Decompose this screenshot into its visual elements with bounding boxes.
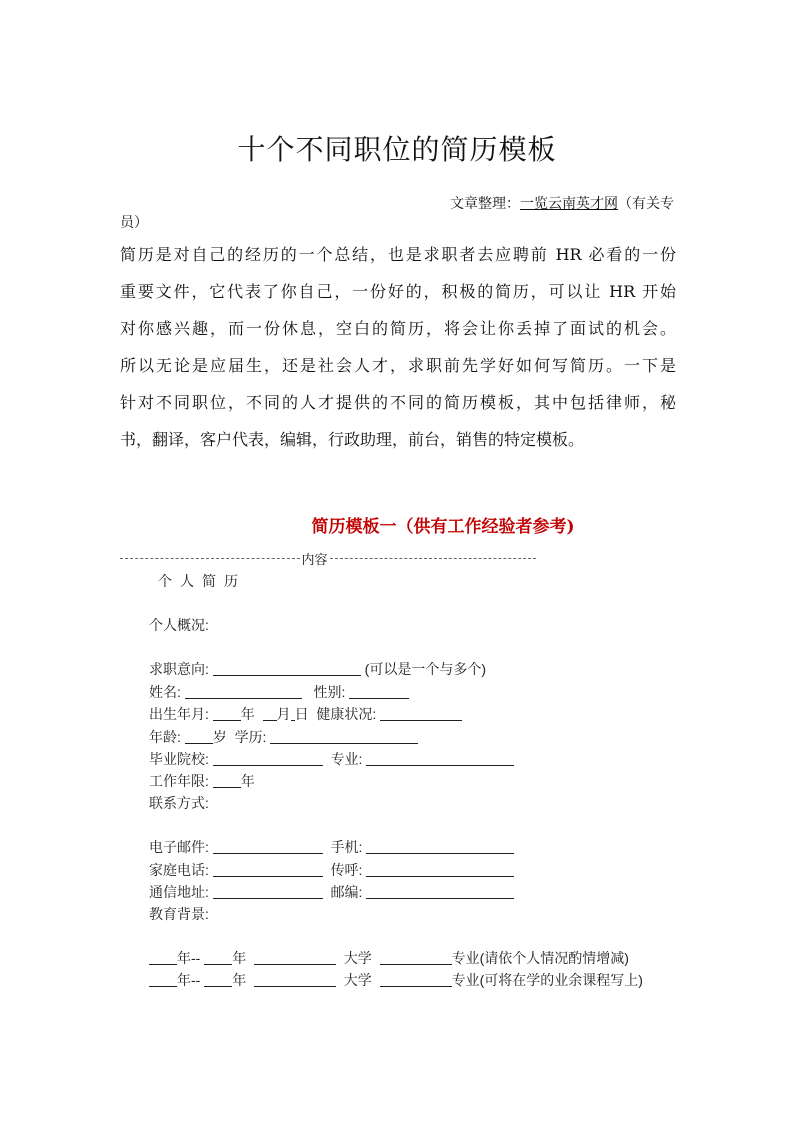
section-title: 简历模板一（供有工作经验者参考) bbox=[311, 517, 575, 537]
home-phone-blank[interactable] bbox=[213, 862, 323, 877]
mobile-label: 手机: bbox=[330, 839, 363, 855]
mobile-blank[interactable] bbox=[366, 839, 514, 854]
edu2-major-label: 专业 bbox=[451, 972, 480, 988]
divider-dash-left bbox=[120, 558, 300, 559]
edu1-major-label: 专业 bbox=[451, 950, 480, 966]
major-blank[interactable] bbox=[366, 751, 514, 766]
health-blank[interactable] bbox=[380, 706, 462, 721]
edu1-university-blank[interactable] bbox=[254, 950, 336, 965]
email-blank[interactable] bbox=[213, 839, 323, 854]
intro-line: 书，翻译，客户代表，编辑，行政助理，前台，销售的特定模板。 bbox=[120, 430, 585, 449]
gender-label: 性别: bbox=[313, 684, 346, 700]
health-label: 健康状况: bbox=[316, 706, 377, 722]
birth-label: 出生年月: bbox=[149, 706, 209, 722]
edu2-note: (可将在学的业余课程写上) bbox=[479, 972, 643, 988]
address-blank[interactable] bbox=[213, 884, 323, 899]
overview-label: 个人概况: bbox=[149, 617, 209, 633]
work-years-row bbox=[149, 771, 255, 791]
edu2-start-blank[interactable] bbox=[149, 972, 177, 987]
edu1-end-unit: 年 bbox=[232, 950, 247, 966]
credit-link[interactable]: 一览云南英才网 bbox=[520, 196, 618, 212]
home-phone-label: 家庭电话: bbox=[149, 862, 209, 878]
intro-line: 针对不同职位，不同的人才提供的不同的简历模板，其中包括律师，秘 bbox=[120, 393, 676, 412]
email-row bbox=[149, 837, 514, 857]
birth-year-blank[interactable] bbox=[213, 706, 241, 721]
form-heading: 个人简历 bbox=[158, 573, 246, 589]
postcode-blank[interactable] bbox=[366, 884, 514, 899]
intro-line: 对你感兴趣，而一份休息，空白的简历，将会让你丢掉了面试的机会。 bbox=[120, 319, 676, 338]
pager-label: 传呼: bbox=[330, 862, 363, 878]
birth-month-unit: 月 bbox=[276, 706, 291, 722]
email-label: 电子邮件: bbox=[149, 839, 209, 855]
intro-line: 重要文件，它代表了你自己，一份好的，积极的简历，可以让 HR 开始 bbox=[120, 282, 676, 301]
work-years-unit: 年 bbox=[240, 773, 255, 789]
age-blank[interactable] bbox=[185, 729, 213, 744]
job-intent-label: 求职意向: bbox=[149, 661, 209, 677]
job-intent-note: (可以是一个与多个) bbox=[364, 661, 486, 677]
education-level-label: 学历: bbox=[234, 729, 267, 745]
edu-row-1 bbox=[149, 948, 629, 968]
edu1-major-blank[interactable] bbox=[380, 950, 452, 965]
edu-row-2 bbox=[149, 970, 643, 990]
divider-label: 内容 bbox=[301, 552, 328, 567]
school-label: 毕业院校: bbox=[149, 751, 209, 767]
gender-blank[interactable] bbox=[349, 684, 409, 699]
birth-day-unit: 日 bbox=[294, 706, 309, 722]
credit-tail: 员） bbox=[120, 215, 148, 231]
address-row bbox=[149, 882, 514, 902]
edu2-university-label: 大学 bbox=[343, 972, 372, 988]
edu1-start-blank[interactable] bbox=[149, 950, 177, 965]
name-row bbox=[149, 682, 409, 702]
page-title: 十个不同职位的简历模板 bbox=[237, 133, 557, 166]
age-unit: 岁 bbox=[212, 729, 227, 745]
work-years-blank[interactable] bbox=[213, 773, 241, 788]
birth-year-unit: 年 bbox=[240, 706, 255, 722]
edu2-end-unit: 年 bbox=[232, 972, 247, 988]
edu-background-label: 教育背景: bbox=[149, 906, 209, 922]
credit-prefix: 文章整理： bbox=[450, 196, 520, 212]
address-label: 通信地址: bbox=[149, 884, 209, 900]
credit-line bbox=[450, 193, 674, 213]
intro-paragraph bbox=[120, 236, 676, 458]
edu1-start-unit: 年-- bbox=[177, 950, 201, 966]
credit-suffix: （有关专 bbox=[618, 196, 674, 212]
edu2-end-blank[interactable] bbox=[204, 972, 232, 987]
school-blank[interactable] bbox=[213, 751, 323, 766]
age-label: 年龄: bbox=[149, 729, 181, 745]
job-intent-blank[interactable] bbox=[213, 661, 361, 676]
home-phone-row bbox=[149, 860, 514, 880]
name-label: 姓名: bbox=[149, 684, 181, 700]
work-years-label: 工作年限: bbox=[149, 773, 209, 789]
pager-blank[interactable] bbox=[366, 862, 514, 877]
divider-dash-right bbox=[330, 558, 536, 559]
job-intent-row bbox=[149, 659, 486, 679]
intro-line: 简历是对自己的经历的一个总结，也是求职者去应聘前 HR 必看的一份 bbox=[120, 245, 676, 264]
education-level-blank[interactable] bbox=[270, 729, 418, 744]
intro-line: 所以无论是应届生，还是社会人才，求职前先学好如何写简历。一下是 bbox=[120, 356, 676, 375]
edu1-university-label: 大学 bbox=[343, 950, 372, 966]
edu2-major-blank[interactable] bbox=[380, 972, 452, 987]
content-divider bbox=[120, 549, 536, 568]
contact-label: 联系方式: bbox=[149, 795, 209, 811]
name-blank[interactable] bbox=[185, 684, 302, 699]
edu1-note: (请依个人情况酌情增减) bbox=[479, 950, 629, 966]
edu2-start-unit: 年-- bbox=[177, 972, 201, 988]
edu2-university-blank[interactable] bbox=[254, 972, 336, 987]
age-row bbox=[149, 727, 418, 747]
major-label: 专业: bbox=[330, 751, 363, 767]
postcode-label: 邮编: bbox=[330, 884, 363, 900]
school-row bbox=[149, 749, 514, 769]
edu1-end-blank[interactable] bbox=[204, 950, 232, 965]
birth-row bbox=[149, 704, 462, 724]
birth-month-blank[interactable] bbox=[263, 706, 277, 721]
